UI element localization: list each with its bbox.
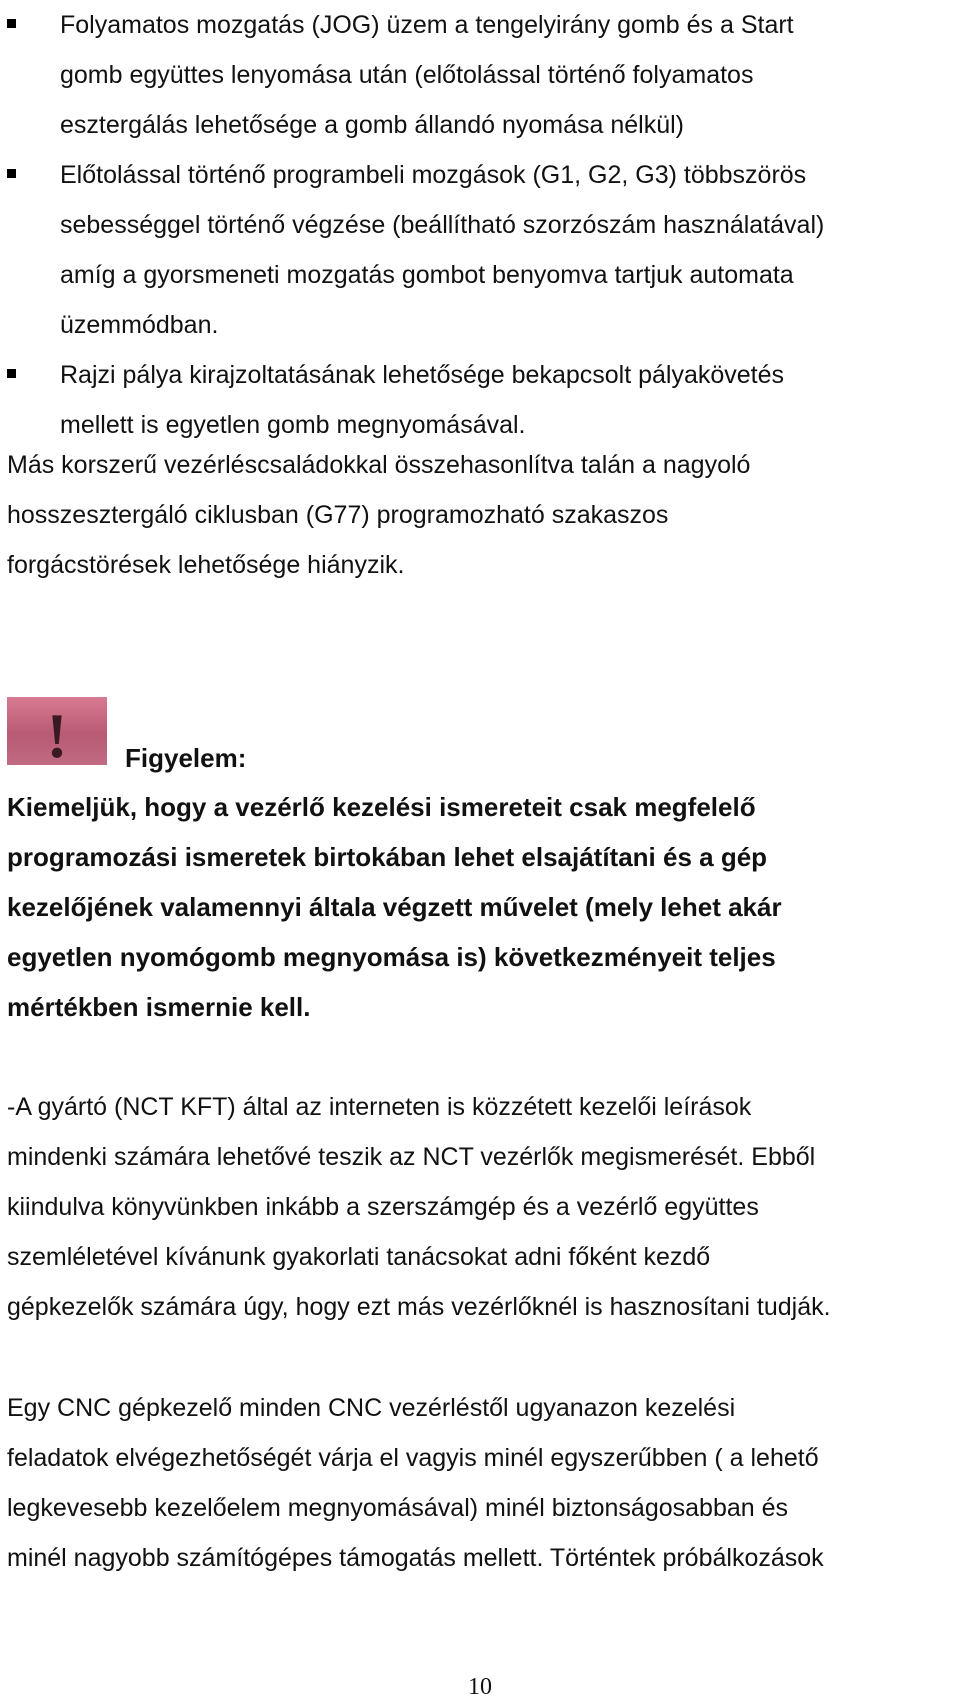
warning-text xyxy=(7,782,782,1032)
text-line: minél nagyobb számítógépes támogatás mellett. Történtek próbálkozások xyxy=(7,1544,824,1572)
text-line: kezelőjének valamennyi általa végzett művelet (mely lehet akár xyxy=(7,892,782,922)
text-line: kiindulva könyvünkben inkább a szerszámgép és a vezérlő együttes xyxy=(7,1193,759,1221)
text-line: feladatok elvégezhetőségét várja el vagyis minél egyszerűbben ( a lehető xyxy=(7,1444,819,1472)
text-line: szemléletével kívánunk gyakorlati tanácsokat adni főként kezdő xyxy=(7,1243,711,1271)
text-line: hosszesztergáló ciklusban (G77) programozható szakaszos xyxy=(7,501,669,529)
text-line: Más korszerű vezérléscsaládokkal összehasonlítva talán a nagyoló xyxy=(7,451,751,479)
text-line: mindenki számára lehetővé teszik az NCT vezérlők megismerését. Ebből xyxy=(7,1143,816,1171)
square-bullet-icon xyxy=(7,369,16,378)
text-line: gomb együttes lenyomása után (előtolással történő folyamatos xyxy=(60,61,754,89)
text-line: mértékben ismernie kell. xyxy=(7,992,311,1022)
text-line: legkevesebb kezelőelem megnyomásával) minél biztonságosabban és xyxy=(7,1494,789,1522)
text-line: Egy CNC gépkezelő minden CNC vezérléstől ugyanazon kezelési xyxy=(7,1394,736,1422)
text-line: üzemmódban. xyxy=(60,311,219,339)
text-line: -A gyártó (NCT KFT) által az interneten is közzétett kezelői leírások xyxy=(7,1093,752,1121)
exclamation-icon xyxy=(7,697,107,765)
bullet-item-path-drawing xyxy=(0,350,960,450)
text-line: egyetlen nyomógomb megnyomása is) következményeit teljes xyxy=(7,942,776,972)
page-number: 10 xyxy=(468,1674,492,1700)
square-bullet-icon xyxy=(7,169,16,178)
exclamation-glyph: ! xyxy=(46,700,68,765)
bullet-item-feed-moves xyxy=(0,150,960,350)
text-line: forgácstörések lehetősége hiányzik. xyxy=(7,551,405,579)
bullet-item-jog xyxy=(0,0,960,150)
paragraph-manufacturer xyxy=(7,1082,831,1332)
text-line: mellett is egyetlen gomb megnyomásával. xyxy=(60,411,526,439)
text-line: esztergálás lehetősége a gomb állandó nyomása nélkül) xyxy=(60,111,684,139)
paragraph-operator xyxy=(7,1383,824,1583)
warning-title: Figyelem: xyxy=(125,743,247,773)
text-line: gépkezelők számára úgy, hogy ezt más vezérlőknél is hasznosítani tudják. xyxy=(7,1293,831,1321)
text-line: Folyamatos mozgatás (JOG) üzem a tengelyirány gomb és a Start xyxy=(60,11,794,39)
text-line: sebességgel történő végzése (beállítható szorzószám használatával) xyxy=(60,211,825,239)
text-line: programozási ismeretek birtokában lehet elsajátítani és a gép xyxy=(7,842,768,872)
text-line: Rajzi pálya kirajzoltatásának lehetősége bekapcsolt pályakövetés xyxy=(60,361,785,389)
feature-bullet-list xyxy=(0,0,960,450)
paragraph-comparison xyxy=(7,440,750,590)
text-line: amíg a gyorsmeneti mozgatás gombot benyomva tartjuk automata xyxy=(60,261,794,289)
text-line: Kiemeljük, hogy a vezérlő kezelési ismereteit csak megfelelő xyxy=(7,792,756,822)
square-bullet-icon xyxy=(7,19,16,28)
text-line: Előtolással történő programbeli mozgások (G1, G2, G3) többszörös xyxy=(60,161,807,189)
